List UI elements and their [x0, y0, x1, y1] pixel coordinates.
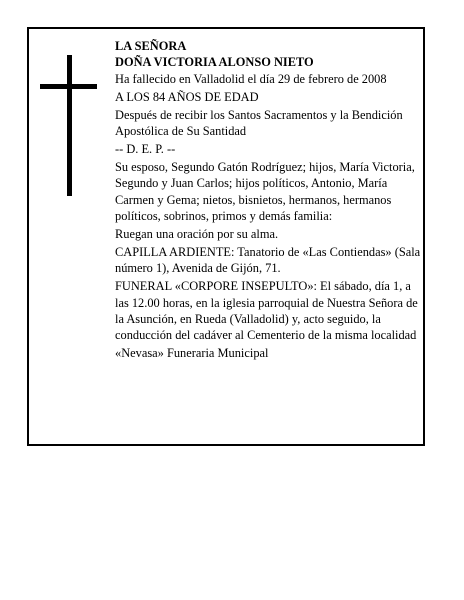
chapel-paragraph: CAPILLA ARDIENTE: Tanatorio de «Las Contiendas» (Sala número 1), Avenida de Gijón, 71. — [115, 244, 421, 276]
deceased-name: DOÑA VICTORIA ALONSO NIETO — [115, 55, 314, 70]
sacraments-paragraph: Después de recibir los Santos Sacramentos y la Bendición Apostólica de Su Santidad — [115, 107, 403, 139]
cross-horizontal-bar — [40, 84, 97, 89]
cross-vertical-bar — [67, 55, 72, 196]
death-line: Ha fallecido en Valladolid el día 29 de febrero de 2008 — [115, 71, 387, 86]
funeral-home-line: «Nevasa» Funeraria Municipal — [115, 346, 269, 361]
heading-title: LA SEÑORA — [115, 39, 187, 53]
rip-line: -- D. E. P. -- — [115, 141, 176, 156]
prayer-line: Ruegan una oración por su alma. — [115, 226, 279, 241]
age-line: A LOS 84 AÑOS DE EDAD — [115, 89, 259, 104]
notice-text — [115, 38, 425, 363]
family-paragraph: Su esposo, Segundo Gatón Rodríguez; hijos, María Victoria, Segundo y Juan Carlos; hijos políticos, Antonio, María Carmen y Gema; nietos, bisnietos, hermanos, hermanos políticos, sobrinos, primos y demás familia: — [115, 159, 415, 224]
funeral-paragraph: FUNERAL «CORPORE INSEPULTO»: El sábado, día 1, a las 12.00 horas, en la iglesia parroquial de Nuestra Señora de la Asunción, en Rueda (Valladolid) y, acto seguido, la conducción del cadáver al Cementerio de la misma localidad — [115, 279, 418, 343]
